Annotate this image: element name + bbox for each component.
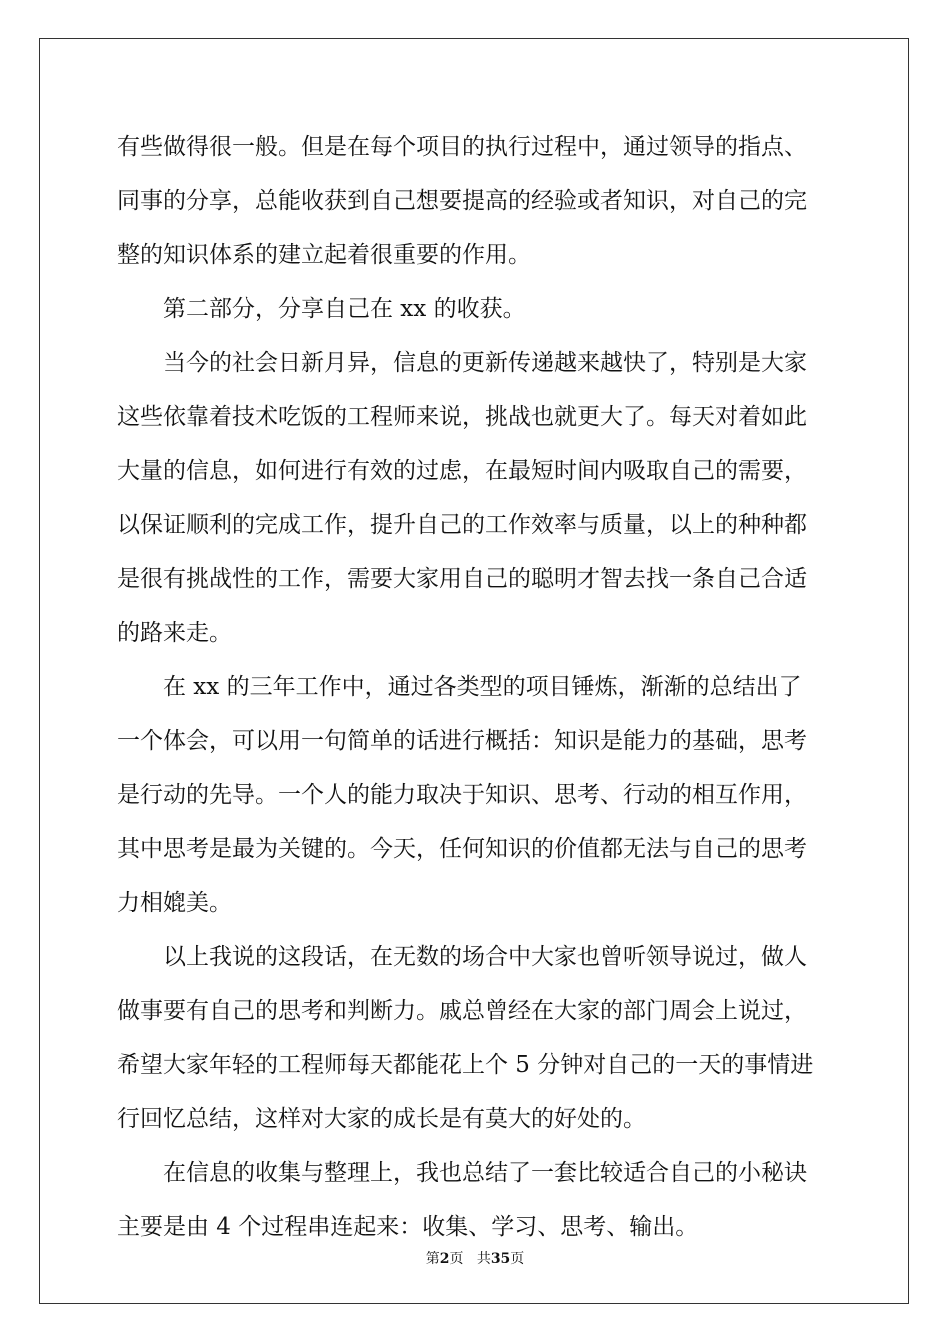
document-body	[117, 124, 833, 1258]
total-pages-number: 35	[490, 1251, 511, 1267]
text-line: 的路来走。	[117, 620, 232, 646]
text-line: 以保证顺利的完成工作，提升自己的工作效率与质量，以上的种种都	[117, 512, 807, 538]
text-line: 行回忆总结，这样对大家的成长是有莫大的好处的。	[117, 1106, 646, 1132]
text-line: 以上我说的这段话，在无数的场合中大家也曾听领导说过，做人	[163, 944, 807, 970]
total-prefix: 共	[476, 1251, 491, 1267]
text-line: 大量的信息，如何进行有效的过虑，在最短时间内吸取自己的需要，	[117, 458, 807, 484]
text-line: 这些依靠着技术吃饭的工程师来说，挑战也就更大了。每天对着如此	[117, 404, 807, 430]
text-line: 在 xx 的三年工作中，通过各类型的项目锤炼，渐渐的总结出了	[163, 674, 802, 700]
text-line: 做事要有自己的思考和判断力。戚总曾经在大家的部门周会上说过，	[117, 998, 807, 1024]
text-line: 主要是由 4 个过程串连起来：收集、学习、思考、输出。	[117, 1214, 699, 1240]
page-footer	[0, 1248, 950, 1268]
text-line: 整的知识体系的建立起着很重要的作用。	[117, 242, 531, 268]
text-line: 同事的分享，总能收获到自己想要提高的经验或者知识，对自己的完	[117, 188, 807, 214]
section-heading: 第二部分，分享自己在 xx 的收获。	[163, 296, 526, 322]
total-suffix: 页	[510, 1251, 525, 1267]
page-suffix: 页	[449, 1251, 464, 1267]
text-line: 当今的社会日新月异，信息的更新传递越来越快了，特别是大家	[163, 350, 807, 376]
text-line: 是行动的先导。一个人的能力取决于知识、思考、行动的相互作用，	[117, 782, 807, 808]
text-line: 一个体会，可以用一句简单的话进行概括：知识是能力的基础，思考	[117, 728, 807, 754]
text-line: 在信息的收集与整理上，我也总结了一套比较适合自己的小秘诀	[163, 1160, 807, 1186]
current-page-number: 2	[439, 1251, 450, 1267]
text-line: 其中思考是最为关键的。今天，任何知识的价值都无法与自己的思考	[117, 836, 807, 862]
text-line: 有些做得很一般。但是在每个项目的执行过程中，通过领导的指点、	[117, 134, 807, 160]
text-line: 希望大家年轻的工程师每天都能花上个 5 分钟对自己的一天的事情进	[117, 1052, 814, 1078]
page-prefix: 第	[425, 1251, 440, 1267]
text-line: 力相媲美。	[117, 890, 232, 916]
text-line: 是很有挑战性的工作，需要大家用自己的聪明才智去找一条自己合适	[117, 566, 807, 592]
